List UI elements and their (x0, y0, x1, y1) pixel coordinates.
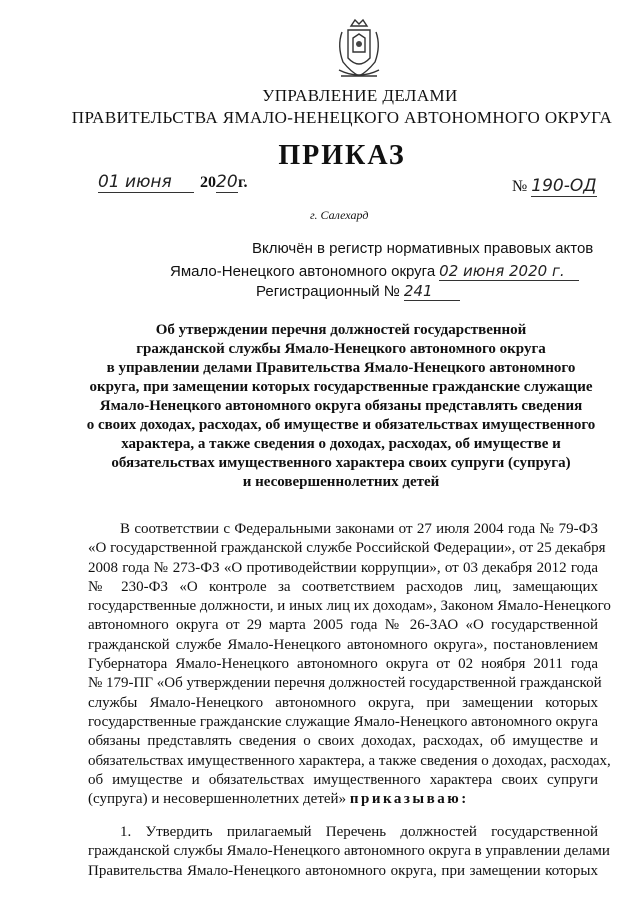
body-line: № 230-ФЗ «О контроле за соответствием расходов лиц, замещающих (88, 578, 598, 595)
subject-line: округа, при замещении которых государственные гражданские служащие (89, 379, 593, 395)
order-date (98, 172, 247, 193)
order-date-year-prefix: 20 (200, 174, 216, 191)
subject-line: характера, а также сведения о доходах, расходах, об имуществе и (121, 436, 561, 452)
registration-line2 (170, 262, 579, 281)
body-line: «О государственной гражданской службе Российской Федерации», от 25 декабря (88, 540, 606, 557)
body-line: В соответствии с Федеральными законами от 27 июля 2004 года № 79-ФЗ (120, 521, 598, 537)
body-line: Правительства Ямало-Ненецкого автономного округа, при замещении которых (88, 862, 598, 879)
body-line-last (88, 790, 598, 809)
body-line: службы Ямало-Ненецкого автономного округа, при замещении которых (88, 694, 598, 711)
item-1-paragraph (88, 823, 610, 881)
body-line-text: (супруга) и несовершеннолетних детей» (88, 791, 347, 808)
registration-number: 241 (404, 282, 460, 301)
body-line: автономного округа от 29 марта 2005 года № 26-ЗАО «О государственной (88, 617, 598, 634)
body-line: № 179-ПГ «Об утверждении перечня должностей государственной гражданской (88, 675, 602, 692)
registration-line1: Включён в регистр нормативных правовых актов (252, 240, 594, 257)
registration-number-label: Регистрационный № (256, 283, 400, 300)
body-line: гражданской службы Ямало-Ненецкого автономного округа в управлении делами (88, 843, 610, 860)
registration-line2-text: Ямало-Ненецкого автономного округа (170, 263, 436, 280)
order-date-year-suffix: г. (238, 174, 248, 191)
order-number (512, 176, 597, 197)
coat-of-arms-icon (333, 18, 385, 84)
document-subject (86, 321, 596, 492)
command-word: приказываю: (349, 791, 469, 808)
body-line: государственные должности, и иных лиц их доходам», Законом Ямало-Ненецкого (88, 598, 611, 615)
order-date-year: 20 (216, 172, 238, 192)
body-line: обязаны представлять сведения о своих доходах, расходах, об имуществе и (88, 733, 598, 750)
document-title: ПРИКАЗ (278, 140, 406, 171)
subject-line: гражданской службы Ямало-Ненецкого автономного округа (136, 341, 546, 357)
city-label: г. Салехард (310, 208, 369, 222)
body-line: государственные гражданские служащие Ямало-Ненецкого автономного округа (88, 713, 599, 730)
subject-line: Ямало-Ненецкого автономного округа обязаны представлять сведения (99, 398, 583, 414)
order-number-label: № (512, 178, 528, 195)
body-line: 1. Утвердить прилагаемый Перечень должностей государственной (120, 824, 598, 840)
body-line: обязательствах имущественного характера, а также сведения о доходах, расходах, (88, 752, 611, 769)
body-line: 2008 года № 273-ФЗ «О противодействии коррупции», от 03 декабря 2012 года (88, 559, 598, 576)
subject-line: в управлении делами Правительства Ямало-Ненецкого автономного (106, 360, 576, 376)
org-name-line1: УПРАВЛЕНИЕ ДЕЛАМИ (262, 86, 458, 105)
registration-line3 (256, 282, 460, 301)
subject-line: обязательствах имущественного характера своих супруги (супруга) (111, 455, 571, 471)
org-name-line2: ПРАВИТЕЛЬСТВА ЯМАЛО-НЕНЕЦКОГО АВТОНОМНОГО ОКРУГА (71, 108, 613, 127)
registration-date: 02 июня 2020 г. (439, 262, 579, 281)
body-line: гражданской службе Ямало-Ненецкого автономного округа», постановлением (88, 636, 598, 653)
order-number-value: 190-ОД (531, 176, 597, 196)
subject-line: Об утверждении перечня должностей государственной (155, 322, 527, 338)
subject-line: о своих доходах, расходах, об имуществе и обязательствах имущественного (86, 417, 596, 433)
order-date-day-month: 01 июня (98, 172, 194, 193)
preamble-paragraph (88, 520, 611, 809)
body-line: об имуществе и обязательствах имущественного характера своих супруги (88, 771, 598, 788)
body-line: Губернатора Ямало-Ненецкого автономного округа от 02 ноября 2011 года (88, 656, 598, 673)
subject-line: и несовершеннолетних детей (242, 474, 440, 490)
